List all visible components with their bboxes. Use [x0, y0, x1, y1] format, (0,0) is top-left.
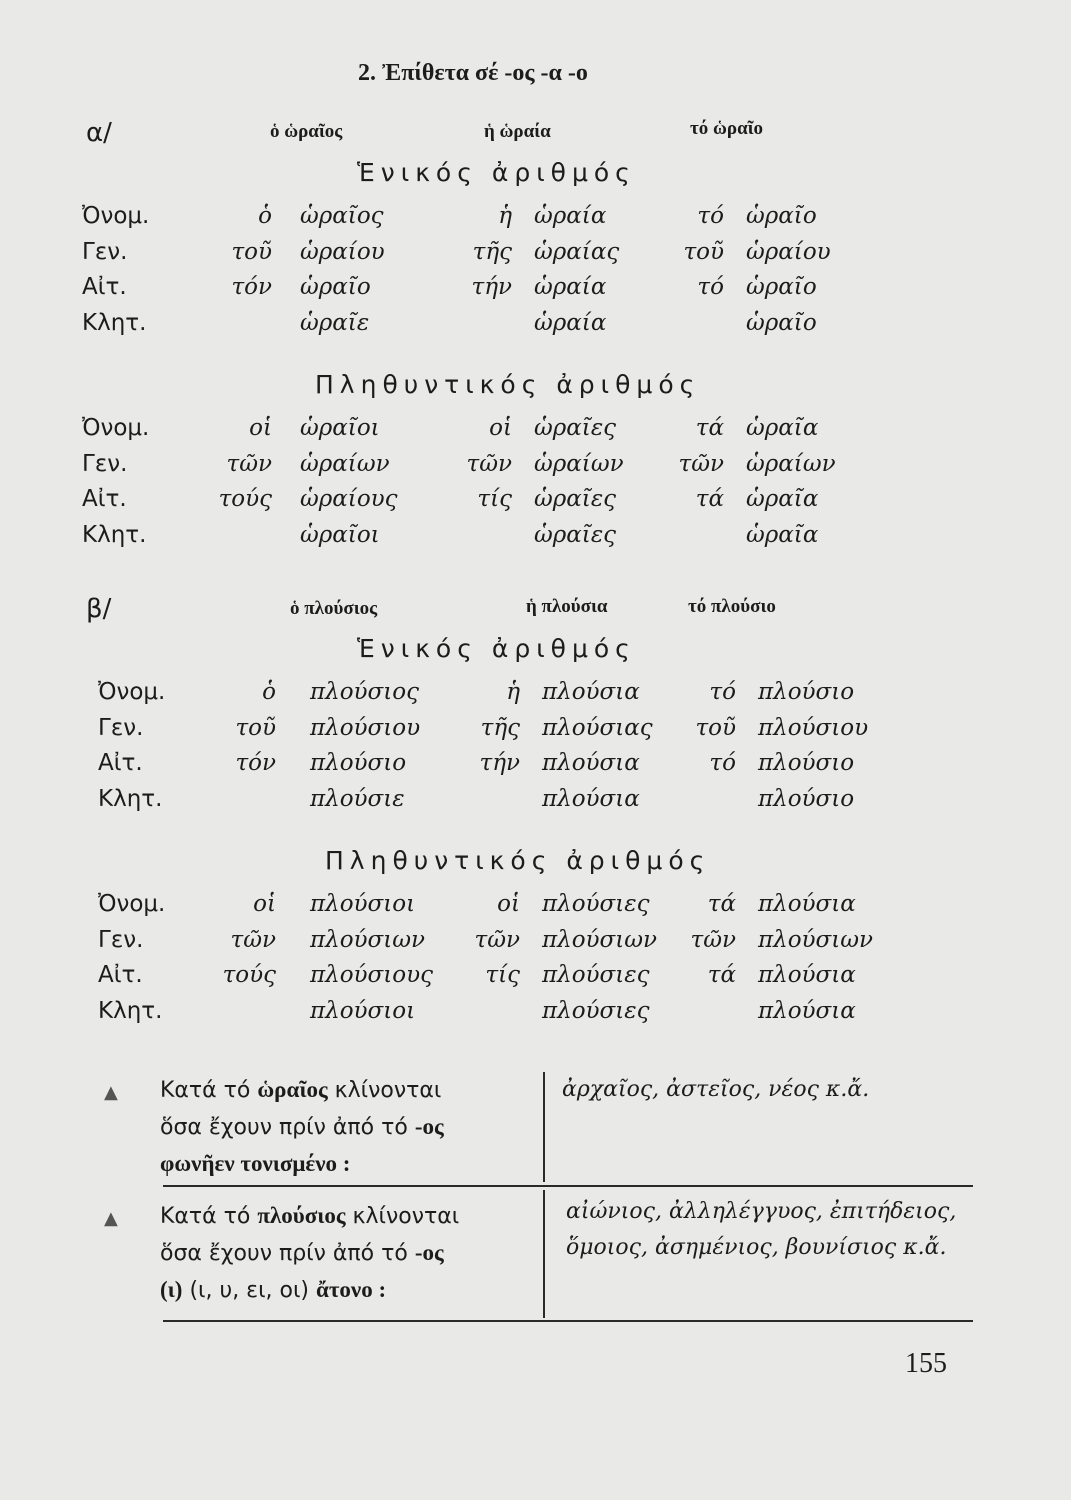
masculine-form: ὡραῖε: [300, 310, 370, 336]
feminine-form: πλούσιες: [542, 891, 650, 917]
case-label: Κλητ.: [98, 786, 163, 812]
case-label: Κλητ.: [98, 998, 163, 1024]
divider: [163, 1185, 973, 1187]
masculine-form: πλούσιος: [310, 679, 419, 705]
column-divider: [543, 1072, 545, 1182]
note-examples: ἀρχαῖος, ἀστεῖος, νέος κ.ἄ.: [562, 1077, 870, 1102]
neuter-form: ὡραῖα: [746, 486, 819, 512]
masculine-article: τοῦ: [235, 715, 276, 741]
lemma-neuter: τό πλούσιο: [688, 596, 776, 617]
neuter-article: τό: [697, 274, 724, 300]
feminine-article: τίς: [485, 962, 520, 988]
feminine-article: τίς: [477, 486, 512, 512]
feminine-form: ὡραῖες: [534, 522, 617, 548]
case-label: Γεν.: [98, 927, 144, 953]
masculine-form: πλούσιοι: [310, 998, 416, 1024]
masculine-article: τοῦ: [231, 239, 272, 265]
feminine-form: πλούσιας: [542, 715, 653, 741]
neuter-form: ὡραῖο: [746, 203, 817, 229]
neuter-article: τῶν: [690, 927, 736, 953]
case-label: Αἰτ.: [98, 750, 143, 776]
feminine-article: ἡ: [498, 203, 512, 229]
masculine-article: οἱ: [249, 415, 272, 441]
plural-heading: Πληθυντικός ἀριθμός: [325, 846, 711, 875]
feminine-article: τήν: [479, 750, 520, 776]
neuter-article: τό: [709, 679, 736, 705]
case-label: Κλητ.: [82, 310, 147, 336]
neuter-form: ὡραῖο: [746, 310, 817, 336]
masculine-article: οἱ: [253, 891, 276, 917]
section-marker: α/: [86, 118, 112, 148]
feminine-form: ὡραῖες: [534, 486, 617, 512]
case-label: Ὀνομ.: [82, 203, 150, 229]
feminine-form: ὡραία: [534, 203, 607, 229]
case-label: Γεν.: [82, 239, 128, 265]
neuter-form: ὡραῖο: [746, 274, 817, 300]
neuter-form: πλούσια: [758, 998, 856, 1024]
case-label: Κλητ.: [82, 522, 147, 548]
lemma-feminine: ἡ ὡραία: [484, 121, 551, 142]
neuter-form: ὡραῖα: [746, 522, 819, 548]
feminine-article: τήν: [471, 274, 512, 300]
masculine-form: ὡραῖος: [300, 203, 384, 229]
feminine-article: ἡ: [506, 679, 520, 705]
neuter-form: πλούσιου: [758, 715, 869, 741]
feminine-form: ὡραίας: [534, 239, 620, 265]
feminine-form: πλούσιων: [542, 927, 657, 953]
neuter-article: τά: [695, 415, 724, 441]
lemma-masculine: ὁ πλούσιος: [290, 598, 378, 619]
masculine-form: ὡραῖοι: [300, 415, 380, 441]
neuter-form: ὡραίου: [746, 239, 831, 265]
case-label: Αἰτ.: [82, 274, 127, 300]
feminine-form: πλούσια: [542, 786, 640, 812]
neuter-article: τά: [707, 891, 736, 917]
case-label: Αἰτ.: [98, 962, 143, 988]
feminine-article: οἱ: [497, 891, 520, 917]
column-divider: [543, 1190, 545, 1318]
neuter-form: ὡραῖα: [746, 415, 819, 441]
masculine-form: ὡραίου: [300, 239, 385, 265]
case-label: Αἰτ.: [82, 486, 127, 512]
note-examples: αἰώνιος, ἀλληλέγγυος, ἐπιτήδειος, ὅμοιος, ἀσημένιος, βουνίσιος κ.ἄ.: [566, 1199, 957, 1260]
neuter-form: πλούσια: [758, 962, 856, 988]
feminine-form: ὡραία: [534, 310, 607, 336]
neuter-form: ὡραίων: [746, 451, 836, 477]
page-number: 155: [905, 1348, 947, 1379]
neuter-form: πλούσιο: [758, 786, 855, 812]
neuter-form: πλούσιων: [758, 927, 873, 953]
masculine-article: ὁ: [258, 203, 272, 229]
neuter-article: τοῦ: [683, 239, 724, 265]
masculine-article: τῶν: [226, 451, 272, 477]
feminine-form: πλούσιες: [542, 962, 650, 988]
masculine-article: τούς: [222, 962, 276, 988]
plural-heading: Πληθυντικός ἀριθμός: [315, 370, 701, 399]
divider: [163, 1320, 973, 1322]
lemma-masculine: ὁ ὡραῖος: [270, 121, 343, 142]
neuter-form: πλούσιο: [758, 750, 855, 776]
neuter-article: τό: [697, 203, 724, 229]
feminine-form: ὡραῖες: [534, 415, 617, 441]
page-title: 2. Ἐπίθετα σέ -ος -α -ο: [358, 60, 588, 86]
case-label: Γεν.: [82, 451, 128, 477]
masculine-form: ὡραίους: [300, 486, 398, 512]
feminine-article: οἱ: [489, 415, 512, 441]
feminine-article: τῆς: [480, 715, 520, 741]
feminine-form: πλούσια: [542, 750, 640, 776]
neuter-form: πλούσιο: [758, 679, 855, 705]
masculine-article: τόν: [235, 750, 276, 776]
feminine-form: ὡραίων: [534, 451, 624, 477]
section-marker: β/: [86, 594, 112, 624]
feminine-form: πλούσιες: [542, 998, 650, 1024]
note-text: Κατά τό ὡραῖος κλίνονται ὅσα ἔχουν πρίν ἀπό τό -ος φωνῆεν τονισμένο :: [160, 1077, 444, 1176]
lemma-feminine: ἡ πλούσια: [526, 596, 608, 617]
neuter-article: τῶν: [678, 451, 724, 477]
neuter-article: τό: [709, 750, 736, 776]
case-label: Γεν.: [98, 715, 144, 741]
masculine-form: πλούσιε: [310, 786, 405, 812]
masculine-form: πλούσιο: [310, 750, 407, 776]
triangle-icon: ▲: [104, 1082, 118, 1103]
masculine-form: πλούσιους: [310, 962, 433, 988]
masculine-form: ὡραῖο: [300, 274, 371, 300]
masculine-form: πλούσιων: [310, 927, 425, 953]
masculine-form: πλούσιοι: [310, 891, 416, 917]
neuter-article: τά: [707, 962, 736, 988]
neuter-article: τοῦ: [695, 715, 736, 741]
triangle-icon: ▲: [104, 1208, 118, 1229]
masculine-article: τῶν: [230, 927, 276, 953]
feminine-form: πλούσια: [542, 679, 640, 705]
case-label: Ὀνομ.: [98, 679, 166, 705]
masculine-article: τόν: [231, 274, 272, 300]
feminine-article: τῶν: [466, 451, 512, 477]
feminine-form: ὡραία: [534, 274, 607, 300]
masculine-form: ὡραῖοι: [300, 522, 380, 548]
masculine-form: ὡραίων: [300, 451, 390, 477]
masculine-form: πλούσιου: [310, 715, 421, 741]
lemma-neuter: τό ὡραῖο: [690, 118, 764, 139]
case-label: Ὀνομ.: [82, 415, 150, 441]
masculine-article: ὁ: [262, 679, 276, 705]
masculine-article: τούς: [218, 486, 272, 512]
singular-heading: Ἑνικός ἀριθμός: [357, 634, 636, 663]
neuter-article: τά: [695, 486, 724, 512]
neuter-form: πλούσια: [758, 891, 856, 917]
singular-heading: Ἑνικός ἀριθμός: [357, 158, 636, 187]
note-text: Κατά τό πλούσιος κλίνονται ὅσα ἔχουν πρίν ἀπό τό -ος (ι) (ι, υ, ει, οι) ἄτονο :: [160, 1203, 460, 1303]
case-label: Ὀνομ.: [98, 891, 166, 917]
feminine-article: τῶν: [474, 927, 520, 953]
feminine-article: τῆς: [472, 239, 512, 265]
